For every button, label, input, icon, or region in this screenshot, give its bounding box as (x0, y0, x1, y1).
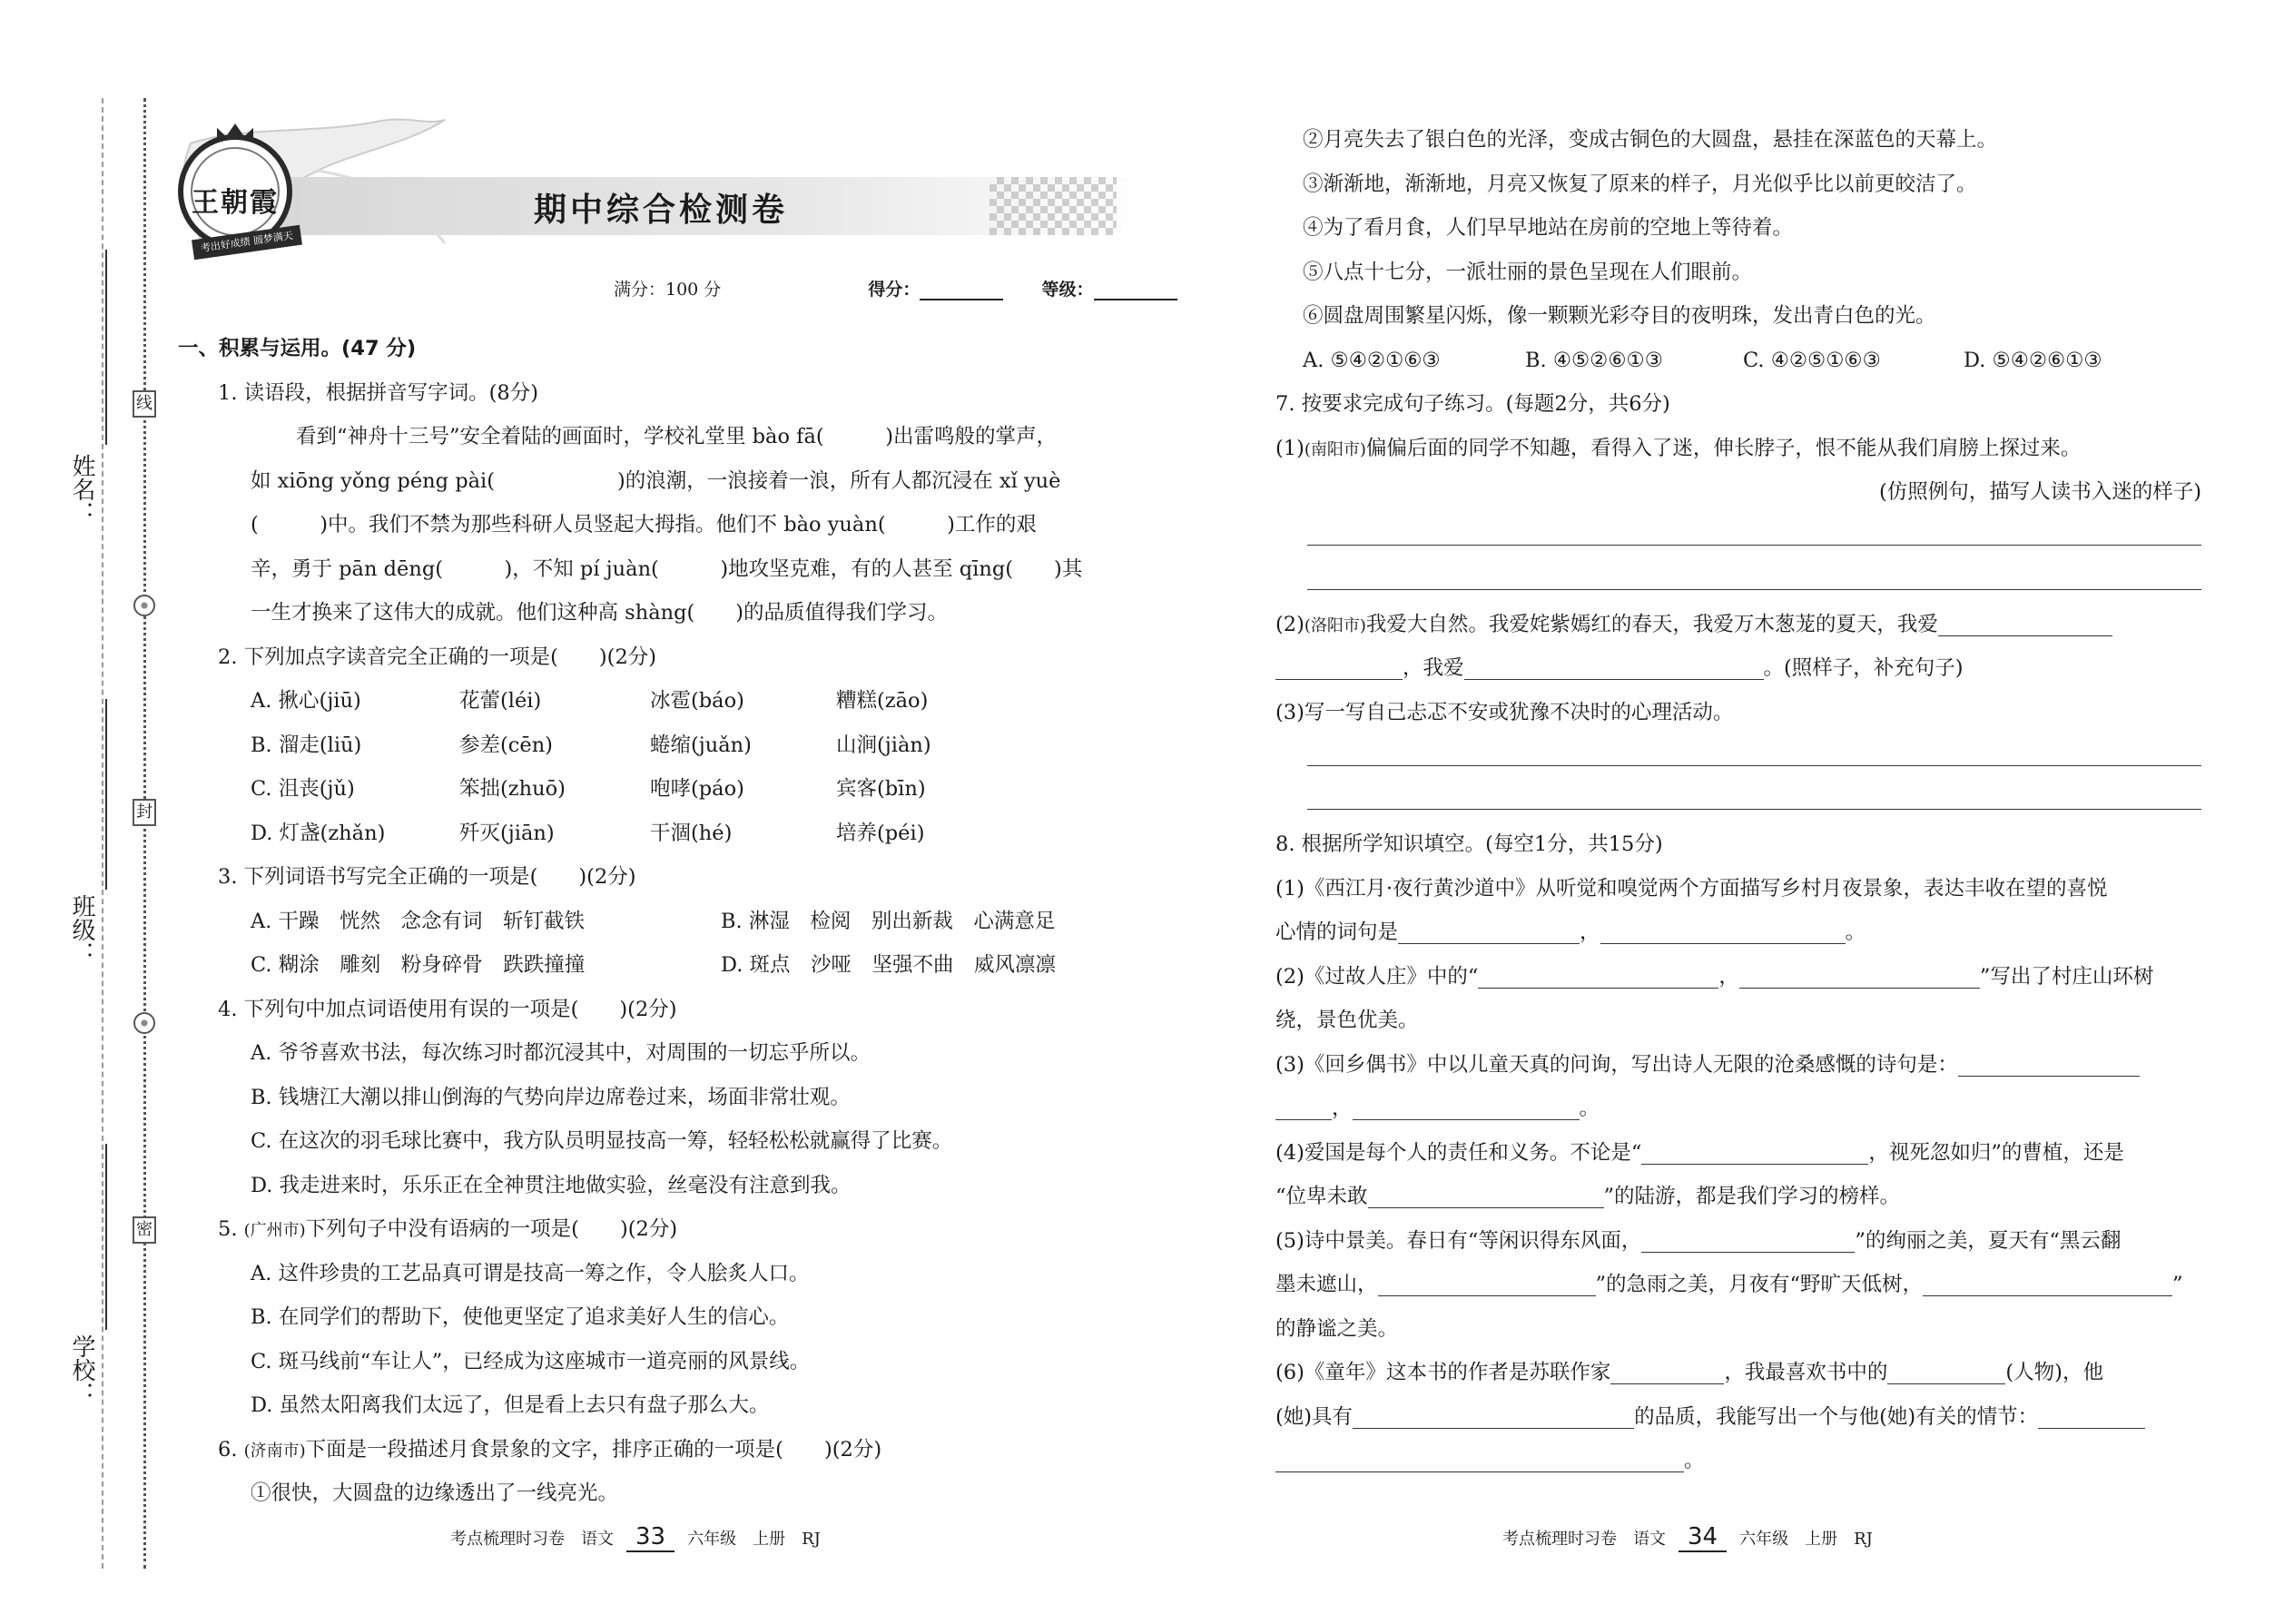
q5-text: 下列句子中没有语病的一项是( )(2分) (305, 1217, 678, 1241)
question-3: 3. 下列词语书写完全正确的一项是( )(2分) (218, 865, 636, 889)
question-5 (178, 1207, 1158, 1252)
q2-option: 冰雹(báo) (650, 689, 744, 713)
question-4: 4. 下列句中加点词语使用有误的一项是( )(2分) (218, 997, 677, 1021)
q8-6 (1275, 1351, 2220, 1395)
fill-blank[interactable] (1368, 1181, 1604, 1208)
grade-label: 等级： (1041, 280, 1094, 300)
q5-option: C. 斑马线前“车让人”，已经成为这座城市一道亮丽的风景线。 (251, 1349, 811, 1373)
q6-sentence: ①很快，大圆盘的边缘透出了一线亮光。 (251, 1481, 619, 1505)
fill-blank[interactable] (1398, 917, 1580, 944)
footer-left (450, 1523, 821, 1552)
q5-option: B. 在同学们的帮助下，使他更坚定了追求美好人生的信心。 (251, 1305, 790, 1329)
q6-number: 6. (218, 1437, 244, 1462)
q6-sentence: ⑤八点十七分，一派壮丽的景色呈现在人们眼前。 (1303, 260, 1753, 284)
q6-option: D. ⑤④②⑥①③ (1964, 348, 2102, 372)
right-page (1275, 118, 2220, 1483)
q2-option: 糟糕(zāo) (836, 689, 929, 713)
q6-option: A. ⑤④②①⑥③ (1303, 348, 1441, 372)
q8-2c: 绕，景色优美。 (1275, 1009, 1419, 1032)
q2-option: 咆哮(páo) (650, 777, 744, 801)
score-blank[interactable] (920, 281, 1003, 300)
q7-2-region-tag: (洛阳市) (1304, 615, 1366, 635)
binding-hole (133, 1012, 155, 1034)
q7-2-end: 。(照样子，补充句子) (1763, 656, 1964, 680)
q7-2 (1275, 603, 2220, 647)
cut-mark-feng: 封 (133, 799, 156, 826)
cut-mark-xian: 线 (133, 390, 156, 418)
answer-line[interactable] (1275, 779, 2220, 823)
q8-3 (1275, 1043, 2220, 1088)
q2-option: 干涸(hé) (650, 821, 733, 845)
comma: ， (1580, 920, 1600, 944)
fill-blank[interactable] (1923, 1269, 2172, 1296)
q8-3a-text: (3)《回乡偶书》中以儿童天真的问询，写出诗人无限的沧桑感慨的诗句是： (1275, 1052, 1958, 1077)
q7-3: (3)写一写自己忐忑不安或犹豫不决时的心理活动。 (1275, 700, 1734, 724)
footer-book: 考点梳理时习卷 语文 (450, 1530, 614, 1549)
fill-blank[interactable] (1378, 1269, 1596, 1296)
q6-option-row (1275, 339, 2220, 383)
q8-5c-text: 墨未遮山， (1275, 1273, 1378, 1296)
q7-1-number: (1) (1275, 436, 1305, 460)
q1-passage-line: 一生才换来了这伟大的成就。他们这种高 shàng( )的品质值得我们学习。 (251, 601, 949, 625)
q6-sentence: ⑥圆盘周围繁星闪烁，像一颗颗光彩夺目的夜明珠，发出青白色的光。 (1303, 304, 1936, 328)
q3-option-row (178, 943, 1158, 988)
q8-6-answer (1275, 1439, 2220, 1483)
q6-sentence: ③渐渐地，渐渐地，月亮又恢复了原来的样子，月光似乎比以前更皎洁了。 (1303, 172, 1977, 196)
q8-6d-text: (她)具有 (1275, 1404, 1354, 1429)
q4-option: C. 在这次的羽毛球比赛中，我方队员明显技高一筹，轻轻松松就赢得了比赛。 (251, 1129, 953, 1153)
q8-4 (1275, 1131, 2220, 1176)
q1-passage-line: 如 xiōng yǒng péng pài( )的浪潮，一浪接着一浪，所有人都沉浸在 xǐ yuè (251, 468, 1061, 493)
q3-option-row (178, 900, 1158, 944)
footer-grade: 六年级 上册 RJ (1739, 1530, 1873, 1549)
q6-sentence: ④为了看月食，人们早早地站在房前的空地上等待着。 (1303, 216, 1794, 240)
fill-blank[interactable] (1353, 1402, 1634, 1429)
q2-option: C. 沮丧(jǔ) (251, 777, 355, 801)
q8-5d-text: ”的急雨之美，月夜有“野旷天低树， (1595, 1273, 1924, 1296)
fill-blank[interactable] (1353, 1093, 1580, 1120)
page-number: 34 (1679, 1523, 1727, 1552)
fill-blank[interactable] (1958, 1049, 2140, 1077)
q8-1a: (1)《西江月·夜行黄沙道中》从听觉和嗅觉两个方面描写乡村月夜景象，表达丰收在望的喜悦 (1275, 876, 2108, 901)
q3-option: B. 淋湿 检阅 别出新裁 心满意足 (721, 909, 1056, 933)
q8-6c-text: (人物)，他 (2005, 1361, 2103, 1384)
fill-blank[interactable] (1887, 1357, 2005, 1384)
q8-4a-text: (4)爱国是每个人的责任和义务。不论是“ (1275, 1140, 1642, 1165)
q7-1-text: 偏偏后面的同学不知趣，看得入了迷，伸长脖子，恨不能从我们肩膀上探过来。 (1365, 436, 2082, 460)
q5-option: D. 虽然太阳离我们太远了，但是看上去只有盘子那么大。 (251, 1393, 770, 1417)
binding-hole (133, 595, 155, 616)
q8-5-continued (1275, 1263, 2220, 1307)
footer-grade: 六年级 上册 RJ (687, 1530, 821, 1549)
logo-name: 王朝霞 (192, 187, 279, 219)
question-8: 8. 根据所学知识填空。(每空1分，共15分) (1275, 832, 1663, 856)
cut-mark-mi: 密 (133, 1216, 156, 1244)
student-school-line[interactable] (105, 1144, 107, 1330)
footer-right (1502, 1523, 1873, 1552)
fill-blank[interactable] (1610, 1357, 1724, 1384)
footer-book: 考点梳理时习卷 语文 (1502, 1530, 1666, 1549)
q8-3-continued (1275, 1087, 2220, 1131)
student-name-label: 姓名： (68, 454, 95, 525)
question-2: 2. 下列加点字读音完全正确的一项是( )(2分) (218, 645, 657, 669)
q4-option: D. 我走进来时，乐乐正在全神贯注地做实验，丝毫没有注意到我。 (251, 1173, 852, 1197)
q3-option: C. 糊涂 雕刻 粉身碎骨 跌跌撞撞 (251, 953, 586, 977)
score-line (614, 276, 1177, 300)
fill-blank[interactable] (1938, 609, 2112, 636)
q2-option: 宾客(bīn) (836, 777, 926, 801)
fill-blank[interactable] (1478, 961, 1718, 989)
q5-option: A. 这件珍贵的工艺品真可谓是技高一筹之作，令人脍炙人口。 (251, 1261, 810, 1285)
q6-option: C. ④②⑤①⑥③ (1743, 348, 1881, 372)
comma: ， (1718, 964, 1739, 989)
q8-2b-text: ”写出了村庄山环树 (1979, 964, 2154, 989)
q2-option: 歼灭(jiān) (459, 821, 555, 845)
q8-6a-text: (6)《童年》这本书的作者是苏联作家 (1275, 1361, 1611, 1384)
fill-blank[interactable] (1739, 961, 1980, 989)
grade-blank[interactable] (1094, 281, 1177, 300)
q4-option: B. 钱塘江大潮以排山倒海的气势向岸边席卷过来，场面非常壮观。 (251, 1085, 851, 1109)
q2-option-row (178, 723, 1158, 768)
q5-number: 5. (218, 1217, 244, 1241)
q7-2-mid: ，我爱 (1403, 656, 1464, 680)
q2-option: 蜷缩(juǎn) (650, 733, 752, 757)
question-6 (178, 1428, 1158, 1472)
q8-6-continued (1275, 1395, 2220, 1440)
fill-blank[interactable] (1641, 1137, 1868, 1165)
period: 。 (1684, 1449, 1705, 1472)
q6-option: B. ④⑤②⑥①③ (1525, 348, 1663, 372)
q8-4d-text: ”的陆游，都是我们学习的榜样。 (1603, 1185, 1901, 1208)
left-page (178, 327, 1158, 1516)
dotted-cut-line (143, 98, 146, 1569)
question-1: 1. 读语段，根据拼音写字词。(8分) (218, 380, 538, 405)
q8-5 (1275, 1219, 2220, 1264)
q8-5e-text: ” (2172, 1273, 2183, 1296)
q7-2-number: (2) (1275, 612, 1305, 636)
answer-line[interactable] (1275, 515, 2220, 559)
q1-passage-line: 辛，勇于 pān dēng( )，不知 pí juàn( )地攻坚克难，有的人甚至 qīng( )其 (251, 556, 1083, 581)
student-name-line[interactable] (105, 250, 107, 445)
fill-blank[interactable] (1641, 1225, 1855, 1253)
fill-blank[interactable] (1275, 1093, 1332, 1120)
question-7: 7. 按要求完成句子练习。(每题2分，共6分) (1275, 392, 1670, 416)
q2-option-row (178, 679, 1158, 723)
q8-5f: 的静谧之美。 (1275, 1316, 1399, 1341)
q2-option: D. 灯盏(zhǎn) (251, 821, 386, 845)
q2-option-row (178, 812, 1158, 856)
full-score: 满分：100 分 (614, 280, 722, 300)
answer-line[interactable] (1275, 558, 2220, 603)
q2-option: B. 溜走(liū) (251, 733, 362, 757)
q6-sentence: ②月亮失去了银白色的光泽，变成古铜色的大圆盘，悬挂在深蓝色的天幕上。 (1303, 128, 1998, 152)
period: 。 (1579, 1097, 1600, 1120)
student-class-label: 班级： (68, 894, 95, 965)
q7-1-region-tag: (南阳市) (1304, 439, 1366, 459)
q2-option: A. 揪心(jiū) (251, 689, 361, 713)
q3-option: A. 干躁 恍然 念念有词 斩钉截铁 (251, 909, 586, 933)
q2-option: 笨拙(zhuō) (459, 777, 566, 801)
q6-region-tag: (济南市) (243, 1441, 306, 1461)
q8-5b-text: ”的绚丽之美，夏天有“黑云翻 (1855, 1228, 2122, 1253)
checker-decoration (989, 177, 1117, 235)
answer-line[interactable] (1275, 734, 2220, 779)
period: 。 (1845, 920, 1866, 944)
q8-1b-text: 心情的词句是 (1275, 920, 1399, 944)
page-title: 期中综合检测卷 (534, 192, 789, 229)
q3-option: D. 斑点 沙哑 坚强不曲 威风凛凛 (721, 953, 1057, 977)
logo-motto: 考出好成绩 圆梦满天 (192, 225, 302, 260)
fill-blank[interactable] (1275, 653, 1403, 680)
score-label: 得分： (868, 280, 921, 300)
fill-blank[interactable] (1600, 917, 1846, 944)
q2-option: 山涧(jiàn) (836, 733, 931, 757)
q1-passage-line: 看到“神舟十三号”安全着陆的画面时，学校礼堂里 bào fā( )出雷鸣般的掌声， (296, 425, 1057, 448)
q2-option: 花蕾(léi) (459, 689, 542, 713)
q2-option: 参差(cēn) (459, 733, 553, 757)
q7-1-instruction: (仿照例句，描写人读书入迷的样子) (1878, 480, 2201, 504)
comma: ， (1332, 1097, 1353, 1120)
q2-option-row (178, 767, 1158, 812)
fill-blank[interactable] (1464, 653, 1764, 680)
q1-passage-line: ( )中。我们不禁为那些科研人员竖起大拇指。他们不 bào yuàn( )工作的艰 (251, 513, 1037, 536)
fill-blank[interactable] (2038, 1402, 2145, 1429)
page-number: 33 (626, 1523, 674, 1552)
fill-blank[interactable] (1275, 1445, 1684, 1472)
q6-text: 下面是一段描述月食景象的文字，排序正确的一项是( )(2分) (305, 1437, 882, 1462)
dashed-fold-line (102, 98, 103, 1569)
q8-6b-text: ，我最喜欢书中的 (1724, 1361, 1888, 1384)
student-school-label: 学校： (68, 1334, 95, 1405)
section-heading: 一、积累与运用。(47 分) (178, 337, 417, 360)
q5-region-tag: (广州市) (243, 1221, 306, 1240)
q8-4b-text: ，视死忽如归”的曹植，还是 (1868, 1140, 2124, 1165)
q7-1 (1275, 427, 2220, 471)
publisher-logo (178, 116, 294, 255)
q4-option: A. 爷爷喜欢书法，每次练习时都沉浸其中，对周围的一切忘乎所以。 (251, 1041, 871, 1065)
q8-2 (1275, 955, 2220, 999)
q8-6e-text: 的品质，我能写出一个与他(她)有关的情节： (1634, 1404, 2039, 1429)
q8-4c-text: “位卑未敢 (1275, 1185, 1368, 1208)
q8-4-continued (1275, 1175, 2220, 1219)
q8-2a-text: (2)《过故人庄》中的“ (1275, 964, 1479, 989)
q2-option: 培养(péi) (836, 821, 925, 845)
student-class-line[interactable] (105, 699, 107, 890)
q7-2-text: 我爱大自然。我爱姹紫嫣红的春天，我爱万木葱茏的夏天，我爱 (1365, 612, 1938, 636)
q8-5a-text: (5)诗中景美。春日有“等闲识得东风面， (1275, 1228, 1642, 1253)
q7-2-continued (1275, 646, 2220, 691)
q8-1b (1275, 910, 2220, 955)
